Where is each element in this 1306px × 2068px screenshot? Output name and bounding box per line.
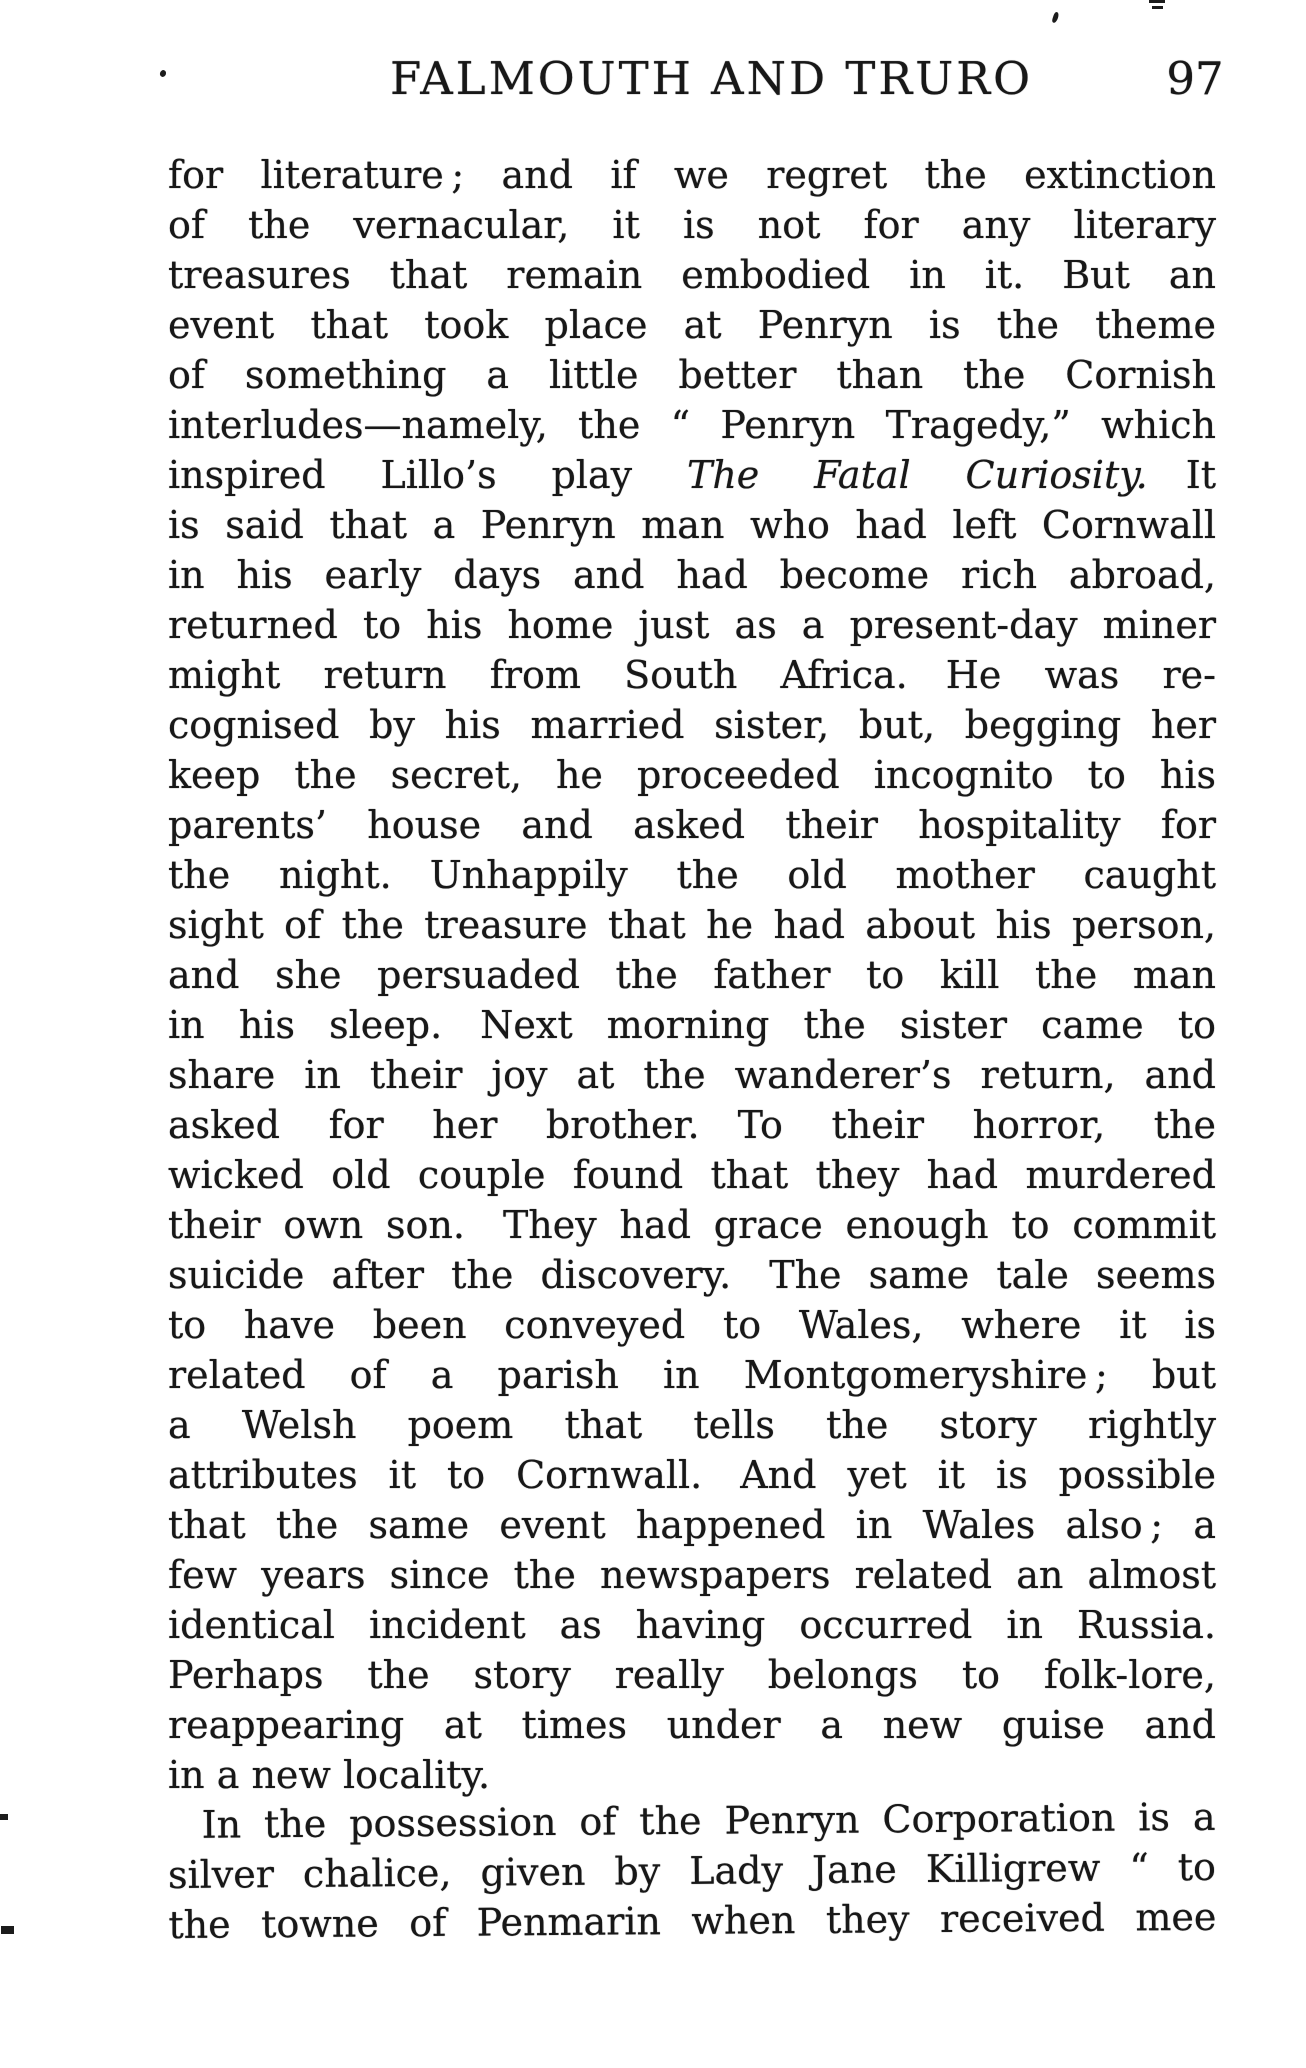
text-line (168, 1842, 1216, 1900)
paragraph (168, 150, 1216, 1800)
text-segment: is said that a Penryn man who had left Cornwall (168, 503, 1216, 547)
text-line (168, 1550, 1216, 1600)
text-segment: their own son. They had grace enough to commit (168, 1203, 1216, 1247)
text-segment: Perhaps the story really belongs to folk-lore, (168, 1653, 1216, 1697)
text-line (168, 700, 1216, 750)
text-line (168, 200, 1216, 250)
text-segment: cognised by his married sister, but, begging her (168, 703, 1216, 747)
text-segment: in his early days and had become rich abroad, (168, 553, 1216, 597)
text-segment: attributes it to Cornwall. And yet it is possible (168, 1453, 1216, 1497)
text-segment: It (1147, 453, 1216, 497)
text-segment: the towne of Penmarin when they received mee (168, 1894, 1217, 1947)
text-line (168, 300, 1216, 350)
text-segment: parents’ house and asked their hospitality for (168, 803, 1216, 847)
text-segment: suicide after the discovery. The same tale seems (168, 1253, 1216, 1297)
text-segment: for literature ; and if we regret the extinction (168, 153, 1216, 197)
scan-speck-top-right-dash-lower (1152, 6, 1163, 9)
text-line (168, 850, 1216, 900)
text-line (168, 500, 1216, 550)
text-line (168, 1250, 1216, 1300)
text-line (168, 1892, 1216, 1950)
text-line (168, 800, 1216, 850)
text-line (168, 1600, 1216, 1650)
text-line (168, 1000, 1216, 1050)
text-line (168, 1500, 1216, 1550)
text-line (168, 600, 1216, 650)
text-segment: in a new locality. (168, 1753, 491, 1797)
text-line (168, 150, 1216, 200)
text-segment: interludes—namely, the “ Penryn Tragedy,” which (168, 403, 1216, 447)
text-segment: wicked old couple found that they had murdered (168, 1153, 1216, 1197)
text-segment: sight of the treasure that he had about his person, (168, 903, 1216, 947)
text-segment: identical incident as having occurred in Russia. (168, 1603, 1216, 1647)
text-line (168, 1200, 1216, 1250)
text-segment: reappearing at times under a new guise and (168, 1703, 1216, 1747)
text-line (168, 750, 1216, 800)
text-segment: returned to his home just as a present-day miner (168, 603, 1216, 647)
text-segment: silver chalice, given by Lady Jane Killigrew “ to (167, 1844, 1217, 1897)
text-line (167, 1792, 1215, 1850)
scan-speck-apostrophe-top-right (1051, 11, 1059, 23)
text-segment: keep the secret, he proceeded incognito to his (168, 753, 1216, 797)
text-line (168, 350, 1216, 400)
text-line (168, 250, 1216, 300)
text-line (168, 1400, 1216, 1450)
scan-speck-left-margin-upper (0, 1814, 8, 1820)
text-line (168, 900, 1216, 950)
running-header-title: FALMOUTH AND TRURO (390, 52, 1033, 105)
scan-speck-left-margin-lower (1, 1926, 14, 1934)
text-line (168, 950, 1216, 1000)
paragraph (167, 1792, 1216, 1950)
text-line (168, 1100, 1216, 1150)
page-body (168, 150, 1216, 1950)
italic-book-title: The Fatal Curiosity. (686, 453, 1148, 497)
text-segment: of the vernacular, it is not for any literary (168, 203, 1216, 247)
text-segment: and she persuaded the father to kill the man (168, 953, 1216, 997)
page-number: 97 (1166, 52, 1224, 105)
text-line (168, 1650, 1216, 1700)
text-segment: In the possession of the Penryn Corporation is a (201, 1794, 1216, 1847)
text-segment: in his sleep. Next morning the sister came to (168, 1003, 1216, 1047)
text-segment: of something a little better than the Cornish (168, 353, 1216, 397)
text-segment: asked for her brother. To their horror, the (168, 1103, 1216, 1147)
text-segment: treasures that remain embodied in it. But an (168, 253, 1216, 297)
text-segment: that the same event happened in Wales also ; a (168, 1503, 1216, 1547)
text-segment: event that took place at Penryn is the theme (168, 303, 1216, 347)
text-segment: a Welsh poem that tells the story rightly (168, 1403, 1216, 1447)
text-line (168, 650, 1216, 700)
text-line (168, 1150, 1216, 1200)
text-line (168, 400, 1216, 450)
text-segment: inspired Lillo’s play (168, 453, 687, 497)
text-line (168, 1300, 1216, 1350)
scan-speck-left-of-header (159, 69, 167, 78)
text-segment: share in their joy at the wanderer’s return, and (168, 1053, 1216, 1097)
text-segment: few years since the newspapers related an almost (168, 1553, 1216, 1597)
text-segment: the night. Unhappily the old mother caught (168, 853, 1216, 897)
text-line (168, 1450, 1216, 1500)
text-line (168, 1050, 1216, 1100)
text-line (168, 1700, 1216, 1750)
text-segment: related of a parish in Montgomeryshire ; but (168, 1353, 1216, 1397)
text-segment: might return from South Africa. He was re- (168, 653, 1216, 697)
text-segment: to have been conveyed to Wales, where it is (168, 1303, 1216, 1347)
scan-speck-top-right-dash-upper (1149, 0, 1165, 3)
text-line (168, 1350, 1216, 1400)
text-line (168, 550, 1216, 600)
text-line (168, 450, 1216, 500)
